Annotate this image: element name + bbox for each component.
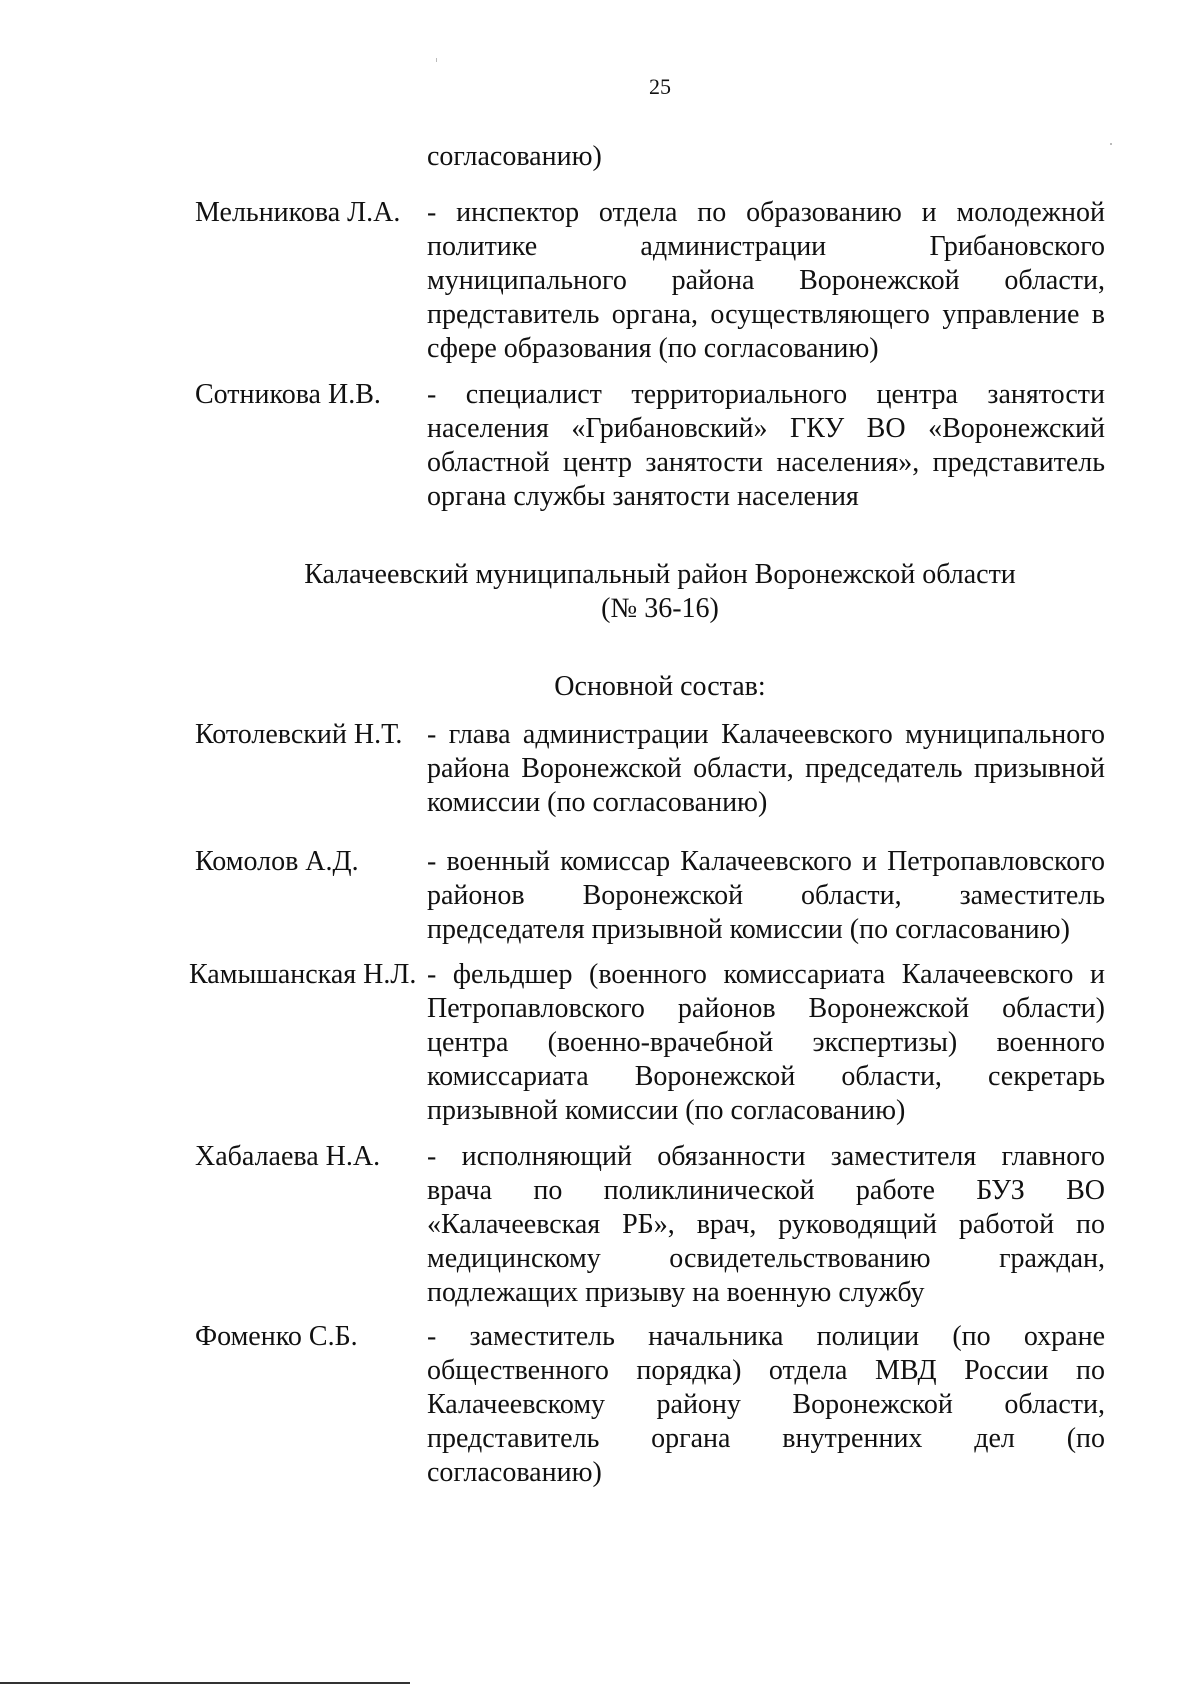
description-line: областной центр занятости населения», представитель bbox=[427, 447, 1105, 478]
description-line: - фельдшер (военного комиссариата Калачеевского и bbox=[427, 959, 1105, 990]
description-line: призывной комиссии (по согласованию) bbox=[427, 1095, 906, 1126]
member-name: Котолевский Н.Т. bbox=[195, 719, 403, 750]
scan-mark bbox=[1110, 143, 1112, 145]
description-line: общественного порядка) отдела МВД России по bbox=[427, 1355, 1105, 1386]
section-number: (№ 36-16) bbox=[601, 593, 719, 624]
description-line: центра (военно-врачебной экспертизы) военного bbox=[427, 1027, 1105, 1058]
description-line: - специалист территориального центра занятости bbox=[427, 379, 1105, 410]
member-name: Комолов А.Д. bbox=[195, 846, 359, 877]
member-description bbox=[427, 845, 1105, 947]
description-line: муниципального района Воронежской области, bbox=[427, 265, 1105, 296]
description-line: Петропавловского районов Воронежской области) bbox=[427, 993, 1105, 1024]
section-subtitle: Основной состав: bbox=[554, 671, 766, 702]
member-description bbox=[427, 1320, 1105, 1490]
member-entry bbox=[195, 378, 1105, 514]
description-line: - глава администрации Калачеевского муниципального bbox=[427, 719, 1105, 750]
member-description bbox=[427, 718, 1105, 820]
member-entry bbox=[195, 718, 1105, 820]
description-line: политике администрации Грибановского bbox=[427, 231, 1105, 262]
member-entry bbox=[189, 958, 1105, 1128]
description-line: врача по поликлинической работе БУЗ ВО bbox=[427, 1175, 1105, 1206]
description-line: сфере образования (по согласованию) bbox=[427, 333, 879, 364]
description-line: - исполняющий обязанности заместителя главного bbox=[427, 1141, 1105, 1172]
description-line: представитель органа внутренних дел (по bbox=[427, 1423, 1105, 1454]
description-line: районов Воронежской области, заместитель bbox=[427, 880, 1105, 911]
member-entry bbox=[195, 196, 1105, 366]
member-name: Камышанская Н.Л. bbox=[189, 959, 417, 990]
description-line: комиссариата Воронежской области, секретарь bbox=[427, 1061, 1105, 1092]
page-number: 25 bbox=[649, 74, 671, 99]
member-name: Сотникова И.В. bbox=[195, 379, 381, 410]
footer-rule bbox=[0, 1682, 410, 1684]
member-entry bbox=[195, 845, 1105, 947]
member-description bbox=[427, 958, 1105, 1128]
description-line: председателя призывной комиссии (по согласованию) bbox=[427, 914, 1070, 945]
description-line: согласованию) bbox=[427, 1457, 602, 1488]
member-description bbox=[427, 378, 1105, 514]
description-line: - инспектор отдела по образованию и молодежной bbox=[427, 197, 1105, 228]
section-title: Калачеевский муниципальный район Воронежской области bbox=[304, 559, 1016, 590]
description-line: «Калачеевская РБ», врач, руководящий работой по bbox=[427, 1209, 1105, 1240]
member-description bbox=[427, 1140, 1105, 1310]
description-line: района Воронежской области, председатель призывной bbox=[427, 753, 1105, 784]
scan-mark bbox=[436, 58, 437, 62]
description-line: населения «Грибановский» ГКУ ВО «Воронежский bbox=[427, 413, 1105, 444]
continuation-text: согласованию) bbox=[427, 141, 602, 172]
description-line: Калачеевскому району Воронежской области, bbox=[427, 1389, 1105, 1420]
description-line: подлежащих призыву на военную службу bbox=[427, 1277, 925, 1308]
member-entry bbox=[195, 1140, 1105, 1310]
description-line: органа службы занятости населения bbox=[427, 481, 859, 512]
description-line: - военный комиссар Калачеевского и Петропавловского bbox=[427, 846, 1105, 877]
description-line: представитель органа, осуществляющего управление в bbox=[427, 299, 1105, 330]
member-name: Хабалаева Н.А. bbox=[195, 1141, 381, 1172]
member-description bbox=[427, 196, 1105, 366]
description-line: комиссии (по согласованию) bbox=[427, 787, 768, 818]
member-name: Фоменко С.Б. bbox=[195, 1321, 358, 1352]
member-name: Мельникова Л.А. bbox=[195, 197, 401, 228]
description-line: - заместитель начальника полиции (по охране bbox=[427, 1321, 1105, 1352]
description-line: медицинскому освидетельствованию граждан, bbox=[427, 1243, 1105, 1274]
member-entry bbox=[195, 1320, 1105, 1490]
